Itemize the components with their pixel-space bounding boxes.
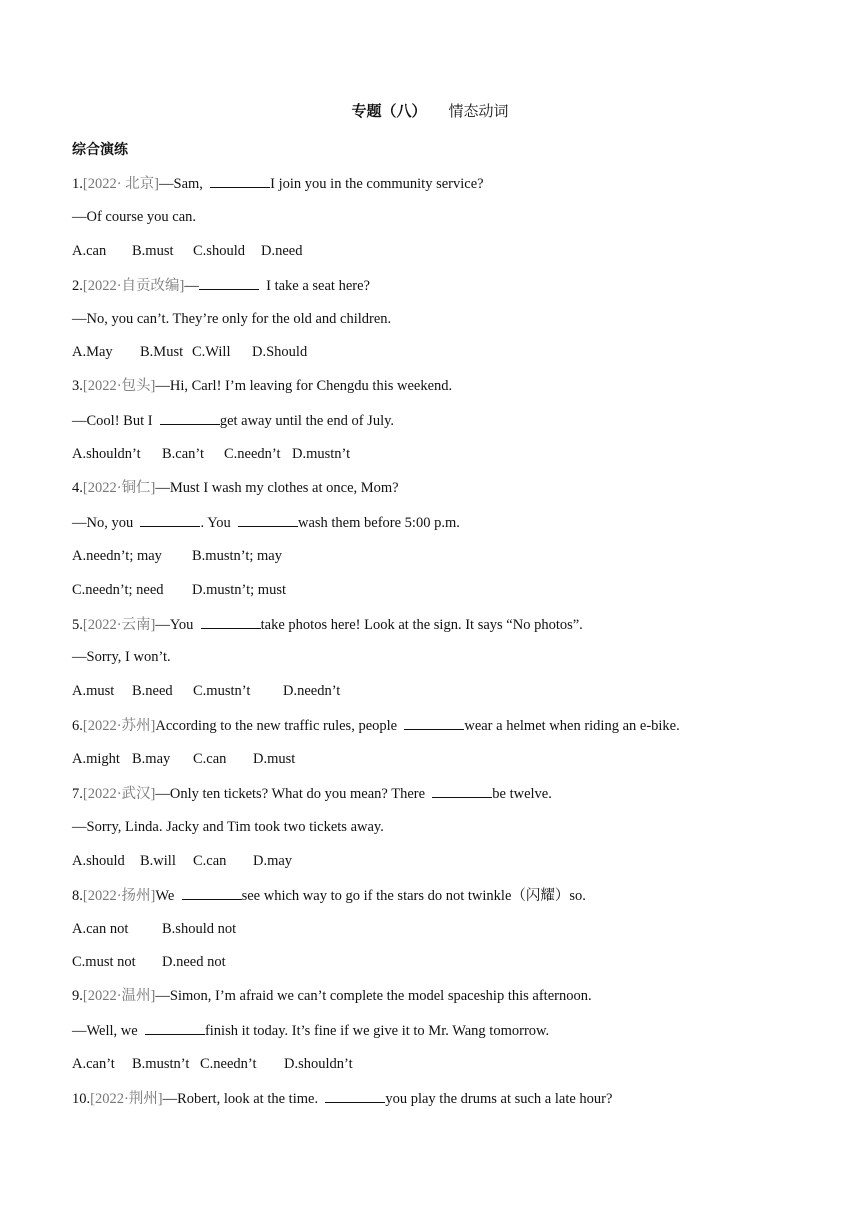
question-7-options: A.should B.will C.can D.may xyxy=(72,852,293,869)
question-9: 9.[2022·温州]—Simon, I’m afraid we can’t complete the model spaceship this afternoon. xyxy=(72,988,592,1005)
answer-blank[interactable] xyxy=(160,411,220,425)
answer-blank[interactable] xyxy=(140,513,200,527)
question-5-reply: —Sorry, I won’t. xyxy=(72,649,171,666)
question-6: 6.[2022·苏州]According to the new traffic rules, people wear a helmet when riding an e-bike. xyxy=(72,718,680,735)
answer-blank[interactable] xyxy=(325,1089,385,1103)
title-main: 专题（八） xyxy=(351,102,427,120)
question-6-options: A.might B.may C.can D.must xyxy=(72,751,296,768)
question-5-options: A.must B.need C.mustn’t D.needn’t xyxy=(72,683,341,700)
question-4: 4.[2022·铜仁]—Must I wash my clothes at once, Mom? xyxy=(72,480,399,497)
question-list xyxy=(72,174,832,1123)
question-2: 2.[2022·自贡改编]— I take a seat here? xyxy=(72,277,370,294)
answer-blank[interactable] xyxy=(182,886,242,900)
question-7-reply: —Sorry, Linda. Jacky and Tim took two tickets away. xyxy=(72,818,384,835)
question-4-options: C.needn’t; need D.mustn’t; must xyxy=(72,581,286,598)
question-3-options: A.shouldn’t B.can’t C.needn’t D.mustn’t xyxy=(72,446,351,463)
answer-blank[interactable] xyxy=(238,513,298,527)
answer-blank[interactable] xyxy=(145,1021,205,1035)
title-topic: 情态动词 xyxy=(448,102,509,120)
question-8-options: C.must not D.need not xyxy=(72,954,226,971)
question-2-options: A.May B.Must C.Will D.Should xyxy=(72,344,308,361)
page-title xyxy=(0,100,860,121)
answer-blank[interactable] xyxy=(404,716,464,730)
answer-blank[interactable] xyxy=(201,615,261,629)
answer-blank[interactable] xyxy=(210,174,270,188)
question-4-reply: —No, you . You wash them before 5:00 p.m. xyxy=(72,514,460,531)
question-5: 5.[2022·云南]—You take photos here! Look at the sign. It says “No photos”. xyxy=(72,616,583,633)
answer-blank[interactable] xyxy=(432,784,492,798)
question-4-options: A.needn’t; may B.mustn’t; may xyxy=(72,547,282,564)
question-9-options: A.can’t B.mustn’t C.needn’t D.shouldn’t xyxy=(72,1056,353,1073)
question-3-reply: —Cool! But I get away until the end of July. xyxy=(72,413,395,430)
question-3: 3.[2022·包头]—Hi, Carl! I’m leaving for Chengdu this weekend. xyxy=(72,378,453,395)
question-1: 1.[2022· 北京]—Sam, I join you in the community service? xyxy=(72,176,484,192)
question-8: 8.[2022·扬州]We see which way to go if the stars do not twinkle（闪耀）so. xyxy=(72,887,586,904)
question-9-reply: —Well, we finish it today. It’s fine if we give it to Mr. Wang tomorrow. xyxy=(72,1023,550,1040)
section-heading: 综合演练 xyxy=(72,142,128,158)
answer-blank[interactable] xyxy=(199,276,259,290)
question-2-reply: —No, you can’t. They’re only for the old and children. xyxy=(72,310,392,327)
question-1-options: A.can B.must C.should D.need xyxy=(72,242,303,259)
question-10: 10.[2022·荆州]—Robert, look at the time. you play the drums at such a late hour? xyxy=(72,1091,613,1108)
question-8-options: A.can not B.should not xyxy=(72,920,237,937)
question-7: 7.[2022·武汉]—Only ten tickets? What do you mean? There be twelve. xyxy=(72,786,552,803)
question-1-reply: —Of course you can. xyxy=(72,208,197,225)
